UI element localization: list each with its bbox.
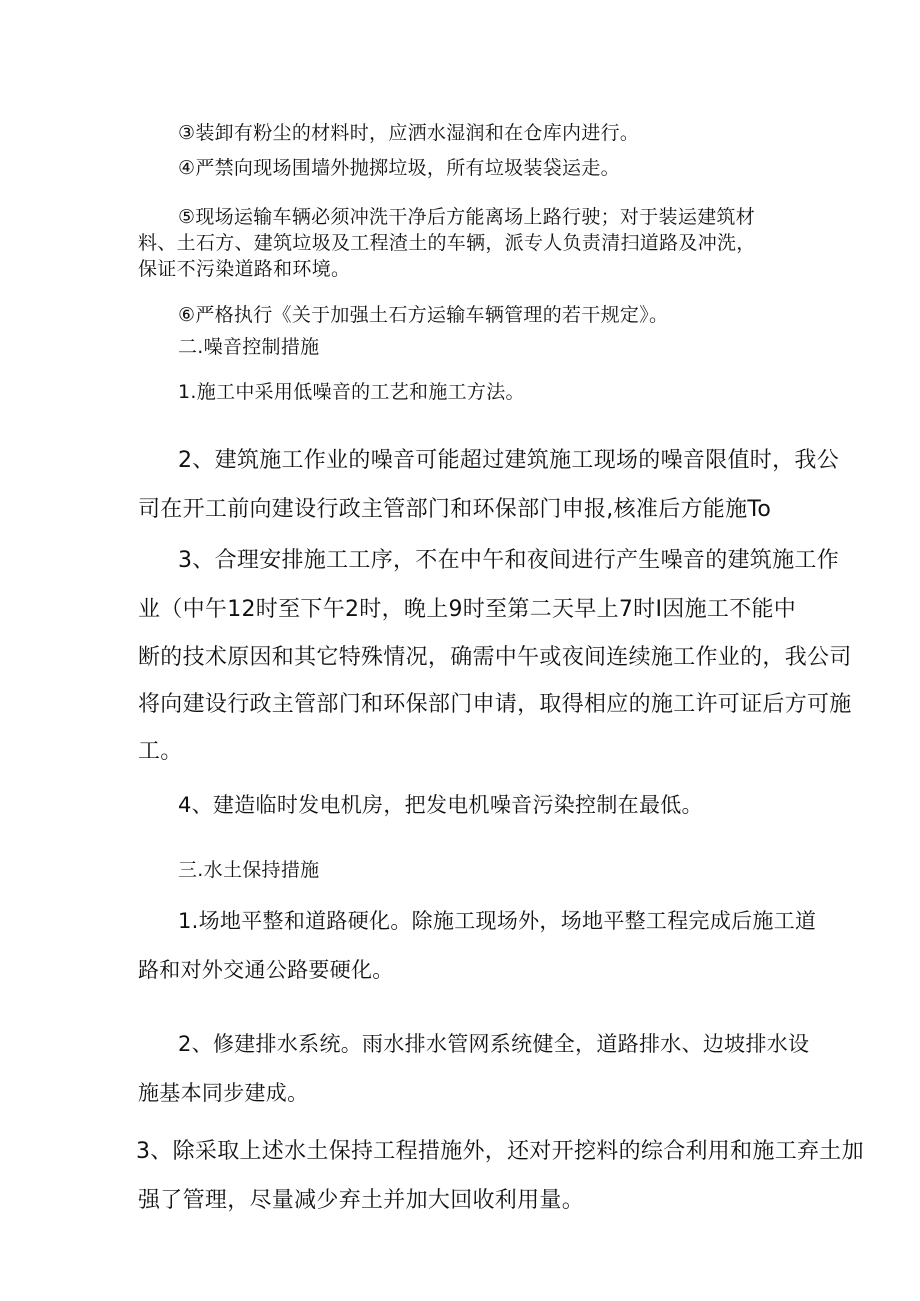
- noise-item-1: 1.施工中采用低噪音的工艺和施工方法。: [178, 381, 525, 403]
- soil-item-3-line-1: 3、除采取上述水土保持工程措施外，还对开挖料的综合利用和施工弃土加: [136, 1139, 864, 1164]
- dust-item-3: ③装卸有粉尘的材料时，应洒水湿润和在仓库内进行。: [178, 122, 640, 144]
- soil-heading: 三.水土保持措施: [178, 859, 320, 881]
- noise-item-3-line-4: 将向建设行政主管部门和环保部门申请，取得相应的施工许可证后方可施: [138, 692, 852, 717]
- noise-heading: 二.噪音控制措施: [178, 336, 320, 358]
- dust-item-5-line-2: 料、土石方、建筑垃圾及工程渣土的车辆，派专人负责清扫道路及冲洗，: [138, 232, 756, 254]
- soil-item-3-line-2: 强了管理，尽量减少弃土并加大回收利用量。: [138, 1188, 585, 1213]
- dust-item-6: ⑥严格执行《关于加强土石方运输车辆管理的若干规定》。: [178, 304, 669, 326]
- dust-item-5-line-3: 保证不污染道路和环境。: [138, 258, 351, 280]
- soil-item-2-line-2: 施基本同步建成。: [138, 1081, 309, 1105]
- soil-item-1-line-1: 1.场地平整和道路硬化。除施工现场外，场地平整工程完成后施工道: [178, 909, 817, 933]
- soil-item-2-line-1: 2、修建排水系统。雨水排水管网系统健全，道路排水、边坡排水设: [178, 1032, 810, 1056]
- noise-item-4: 4、建造临时发电机房，把发电机噪音污染控制在最低。: [178, 793, 703, 817]
- dust-item-5-line-1: ⑤现场运输车辆必须冲洗干净后方能离场上路行驶；对于装运建筑材: [178, 206, 756, 228]
- dust-item-4: ④严禁向现场围墙外抛掷垃圾，所有垃圾装袋运走。: [178, 157, 620, 179]
- noise-item-2-line-1: 2、建筑施工作业的噪音可能超过建筑施工现场的噪音限值时，我公: [178, 448, 839, 473]
- noise-item-3-line-3: 断的技术原因和其它特殊情况，确需中午或夜间连续施工作业的，我公司: [138, 645, 852, 670]
- noise-item-3-line-2: 业（中午12时至下午2时，晚上9时至第二天早上7时I因施工不能中: [138, 597, 797, 622]
- noise-item-3-line-1: 3、合理安排施工工序，不在中午和夜间进行产生噪音的建筑施工作: [178, 548, 839, 573]
- noise-item-2-line-2: 司在开工前向建设行政主管部门和环保部门申报,核准后方能施To: [138, 497, 772, 522]
- soil-item-1-line-2: 路和对外交通公路要硬化。: [138, 958, 394, 982]
- noise-item-3-line-5: 工。: [138, 739, 183, 764]
